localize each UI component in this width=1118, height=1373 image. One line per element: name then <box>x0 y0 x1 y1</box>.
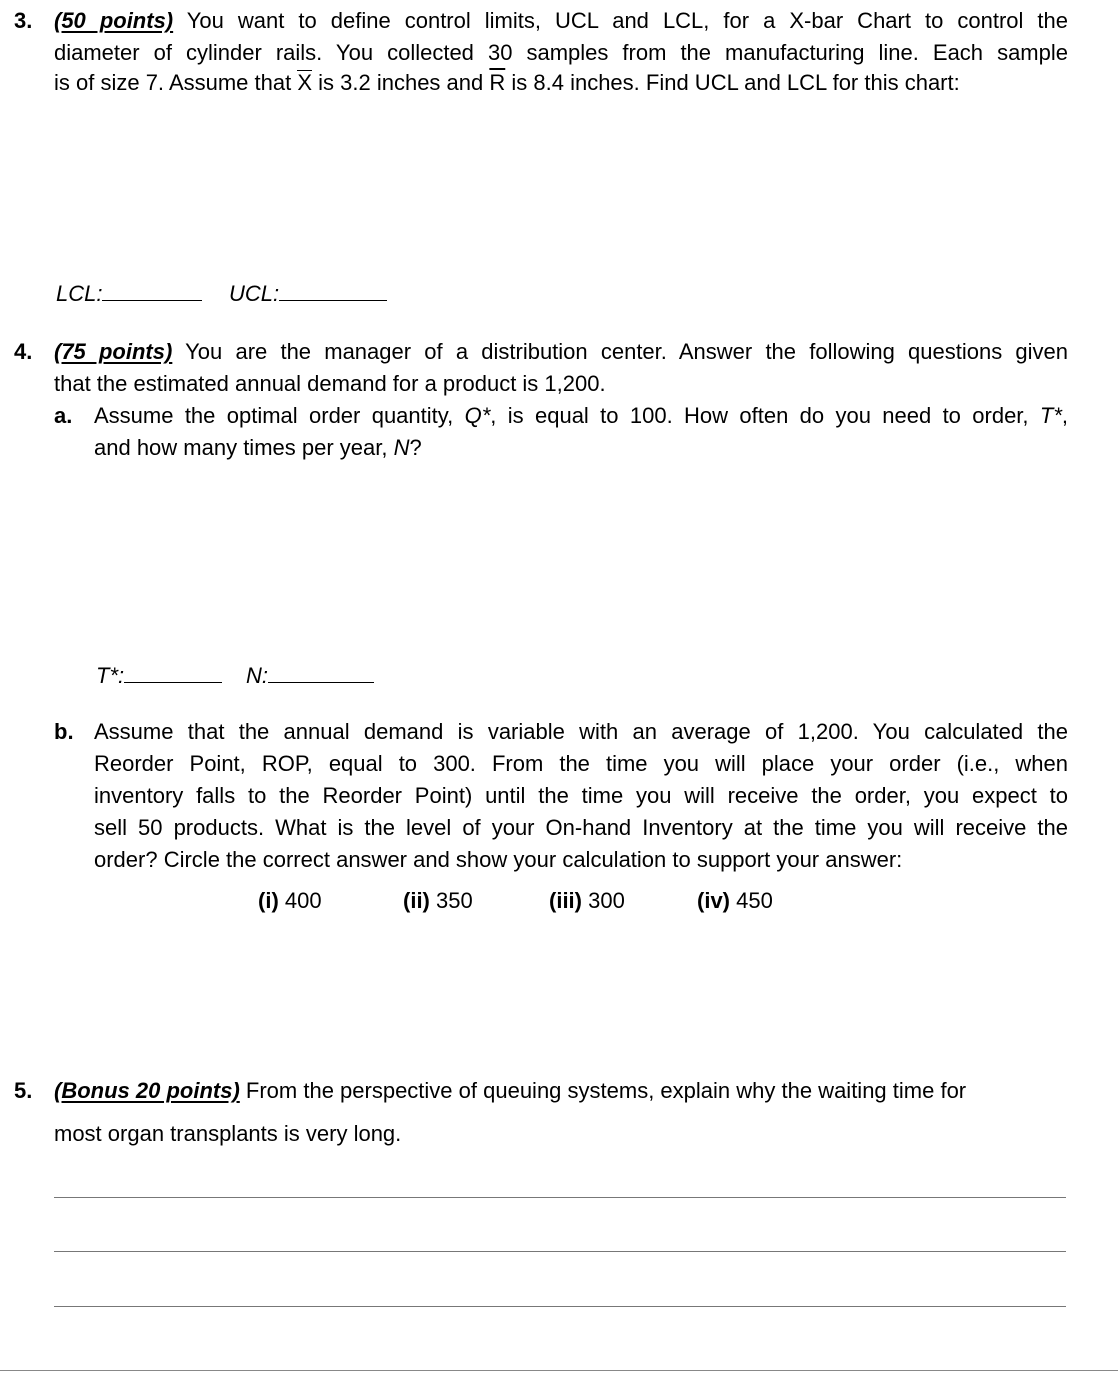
q3-line-3 <box>54 67 1068 99</box>
lcl-blank[interactable] <box>102 278 202 301</box>
n-blank[interactable] <box>268 660 374 683</box>
choice-ii-label: (ii) <box>403 888 430 913</box>
page-bottom-rule <box>0 1370 1118 1371</box>
choice-i[interactable] <box>258 885 322 917</box>
q3-text-1: You want to define control limits, UCL and LCL, for a X-bar Chart to control the <box>186 8 1068 33</box>
q4-line-1 <box>54 336 1068 368</box>
q3-line-1 <box>54 5 1068 37</box>
q4a-text-1a: Assume the optimal order quantity, <box>94 403 465 428</box>
q4-points: (75 points) <box>54 339 173 364</box>
choice-iii-value: 300 <box>588 888 625 913</box>
q5-line-2: most organ transplants is very long. <box>54 1121 402 1146</box>
q3-text-3a: is of size 7. Assume that <box>54 70 298 95</box>
t-star-label: T*: <box>96 663 125 688</box>
q5-points: (Bonus 20 points) <box>54 1078 240 1103</box>
q3-number: 3. <box>14 8 33 33</box>
choice-iv[interactable] <box>697 885 773 917</box>
n-answer <box>246 660 374 692</box>
q5-text-1: From the perspective of queuing systems, explain why the waiting time for <box>245 1078 967 1103</box>
choice-i-label: (i) <box>258 888 279 913</box>
q4a-text-2a: and how many times per year, <box>94 435 394 460</box>
ucl-answer <box>229 278 387 310</box>
q4a-text-1b: , is equal to 100. How often do you need to order, <box>490 403 1040 428</box>
q4b-label: b. <box>54 719 74 744</box>
q4a-line-2 <box>94 432 1068 464</box>
q3-text-3c: is 8.4 inches. Find UCL and LCL for this chart: <box>505 70 960 95</box>
n-label: N: <box>246 663 268 688</box>
t-star-blank[interactable] <box>124 660 222 683</box>
answer-line-3[interactable] <box>54 1306 1066 1307</box>
q4a-label: a. <box>54 403 73 428</box>
choice-iv-value: 450 <box>736 888 773 913</box>
q-star-symbol: Q* <box>464 403 491 428</box>
q4a-text-1c: , <box>1061 403 1068 428</box>
t-star-answer <box>96 660 222 692</box>
answer-line-1[interactable] <box>54 1197 1066 1198</box>
q4b-line-4: sell 50 products. What is the level of your On-hand Inventory at the time you will receive the <box>94 815 1068 840</box>
choice-i-value: 400 <box>284 888 322 913</box>
q4b-line-1: Assume that the annual demand is variable with an average of 1,200. You calculated the <box>94 719 1068 744</box>
choice-ii[interactable] <box>403 885 473 917</box>
x-double-bar-symbol <box>297 70 312 95</box>
q4-number: 4. <box>14 339 33 364</box>
lcl-label: LCL: <box>56 281 103 306</box>
q4a-line-1 <box>94 400 1068 432</box>
r-bar-symbol: $\overline{R}$ <box>489 70 506 95</box>
answer-line-2[interactable] <box>54 1251 1066 1252</box>
choice-iv-label: (iv) <box>697 888 730 913</box>
q4b-line-3: inventory falls to the Reorder Point) until the time you will receive the order, you expect to <box>94 783 1068 808</box>
lcl-answer <box>56 278 202 310</box>
x-double-bar-letter: $\overline{X}$ <box>297 70 313 95</box>
q3-line-2: diameter of cylinder rails. You collected 30 samples from the manufacturing line. Each sample <box>54 40 1068 65</box>
q4b-line-2: Reorder Point, ROP, equal to 300. From the time you will place your order (i.e., when <box>94 751 1068 776</box>
q5-line-1 <box>54 1075 1068 1107</box>
t-star-symbol: T* <box>1039 403 1062 428</box>
choice-ii-value: 350 <box>436 888 473 913</box>
ucl-label: UCL: <box>229 281 280 306</box>
q4-line-2: that the estimated annual demand for a product is 1,200. <box>54 371 606 396</box>
ucl-blank[interactable] <box>279 278 387 301</box>
q5-number: 5. <box>14 1078 33 1103</box>
q3-text-3b: is 3.2 inches and <box>312 70 490 95</box>
choice-iii[interactable] <box>549 885 625 917</box>
q4b-line-5: order? Circle the correct answer and show your calculation to support your answer: <box>94 847 903 872</box>
q4a-text-2b: ? <box>409 435 422 460</box>
q4-text-1: You are the manager of a distribution center. Answer the following questions given <box>185 339 1068 364</box>
choice-iii-label: (iii) <box>549 888 582 913</box>
n-symbol: N <box>393 435 410 460</box>
q3-points: (50 points) <box>54 8 174 33</box>
